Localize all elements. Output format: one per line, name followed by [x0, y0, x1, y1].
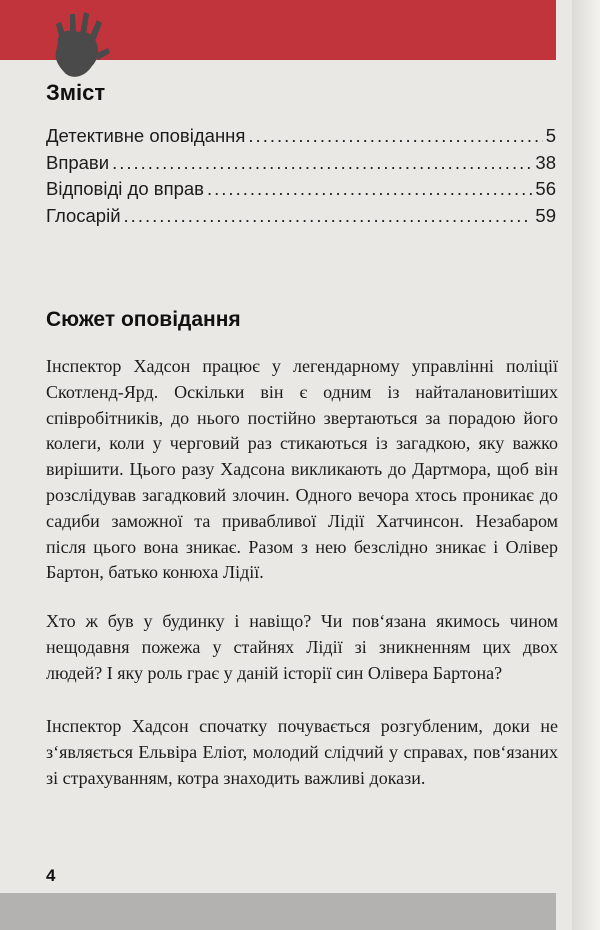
toc-dot-leader: [207, 178, 532, 200]
plot-paragraph: Хто ж був у будинку і навіщо? Чи пов‘язана якимось чином нещодавня пожежа у стайнях Лідії зі зникненням цих двох людей? І яку роль грає у даній історії син Олівера Бартона?: [46, 611, 558, 683]
toc-heading: Зміст: [46, 80, 106, 105]
toc-entry-title: Вправи: [46, 151, 110, 173]
handprint-icon: [40, 2, 120, 92]
toc-entry-page: 38: [535, 151, 556, 173]
toc-entry: [46, 205, 556, 232]
plot-heading: Сюжет оповідання: [46, 308, 241, 331]
toc-entry: [46, 178, 556, 205]
toc-entry-page: 59: [535, 204, 556, 226]
toc-entry-title: Відповіді до вправ: [46, 178, 205, 199]
toc-entry-title: Глосарій: [46, 204, 121, 226]
toc-dot-leader: [112, 152, 532, 174]
page-edge: [572, 0, 600, 930]
toc-entry: [46, 125, 556, 152]
toc-entry-title: Детективне оповідання: [46, 125, 246, 146]
toc-entry-page: 5: [545, 125, 556, 146]
toc-dot-leader: [248, 125, 542, 147]
plot-paragraph: Інспектор Хадсон спочатку почувається розгубленим, доки не з‘являється Ельвіра Еліот, молодий слідчий у справах, пов‘язаних зі страхуванням, котра знаходить важливі докази.: [46, 716, 558, 788]
toc-dot-leader: [124, 205, 533, 227]
plot-paragraph: Інспектор Хадсон працює у легендарному управлінні поліції Скотленд-Ярд. Оскільки він є одним із найталановитіших співробітників, до нього постійно звертаються за порадою його колеги, коли у черговий раз стикаються із загадкою, яку важко вирішити. Цього разу Хадсона викликають до Дартмора, щоб він розслідував загадковий злочин. Одного вечора хтось проникає до садиби заможної та привабливої Лідії Хатчинсон. Незабаром після цього вона зникає. Разом з нею безслідно зникає і Олівер Бартон, батько конюха Лідії.: [46, 356, 558, 583]
page-number: 4: [46, 866, 56, 885]
toc-entry-page: 56: [535, 178, 556, 199]
bottom-gray-band: [0, 893, 556, 930]
toc-entry: [46, 152, 556, 179]
table-of-contents: [46, 125, 556, 231]
